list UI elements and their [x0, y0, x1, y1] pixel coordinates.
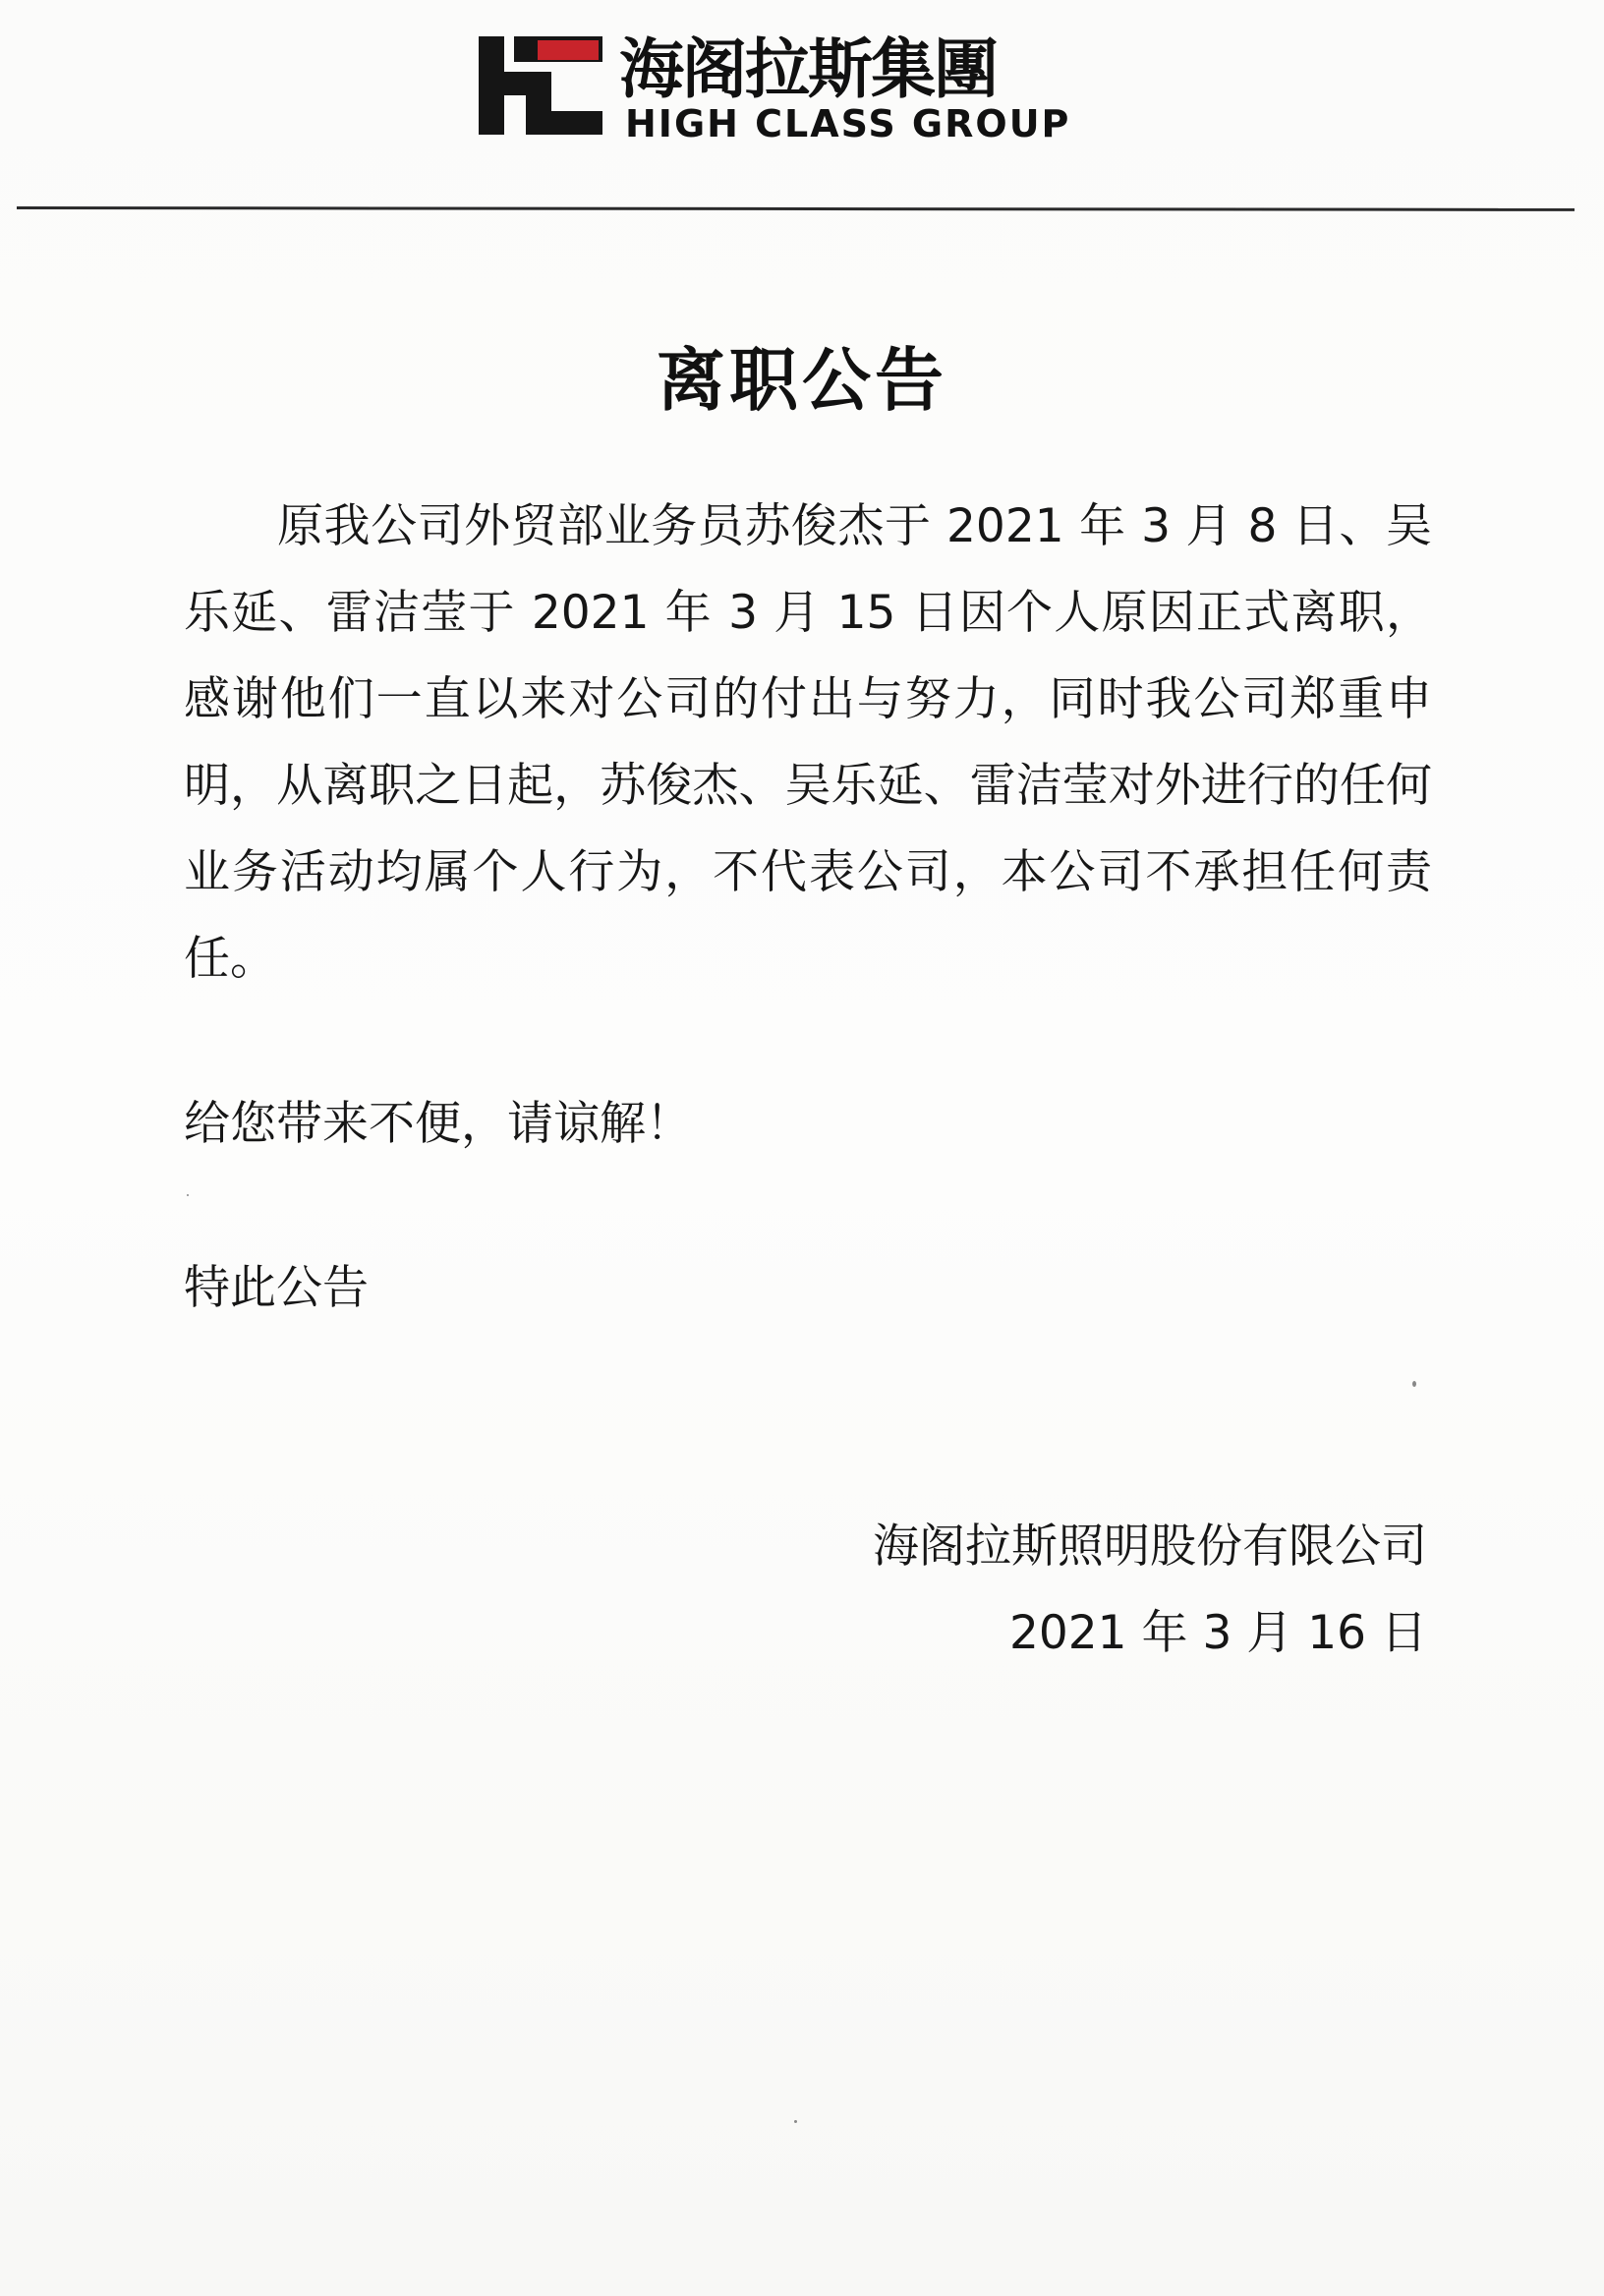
announcement-paragraph: 原我公司外贸部业务员苏俊杰于 2021 年 3 月 8 日、吴乐延、雷洁莹于 2021 年 3 月 15 日因个人原因正式离职，感谢他们一直以来对公司的付出与努力，同时我公司郑重申明，从离职之日起，苏俊杰、吴乐延、雷洁莹对外进行的任何业务活动均属个人行为，不代表公司，本公司不承担任何责任。	[184, 499, 1432, 986]
brand-name-chinese: 海阁拉斯集團	[619, 31, 997, 107]
signature-block	[873, 1504, 1427, 1677]
company-name: 海阁拉斯照明股份有限公司	[873, 1520, 1427, 1574]
brand-name-english: HIGH CLASS GROUP	[625, 102, 1071, 145]
letterhead	[479, 28, 1071, 145]
scan-speck	[794, 2120, 797, 2123]
apology-line: 给您带来不便，请谅解！	[184, 1097, 692, 1151]
scan-speck	[187, 1194, 189, 1196]
announcement-date: 2021 年 3 月 16 日	[1008, 1606, 1427, 1660]
closing-line: 特此公告	[184, 1261, 369, 1315]
document-title: 离职公告	[657, 339, 947, 421]
scan-speck	[1412, 1381, 1416, 1387]
high-class-logo-icon	[479, 32, 606, 139]
